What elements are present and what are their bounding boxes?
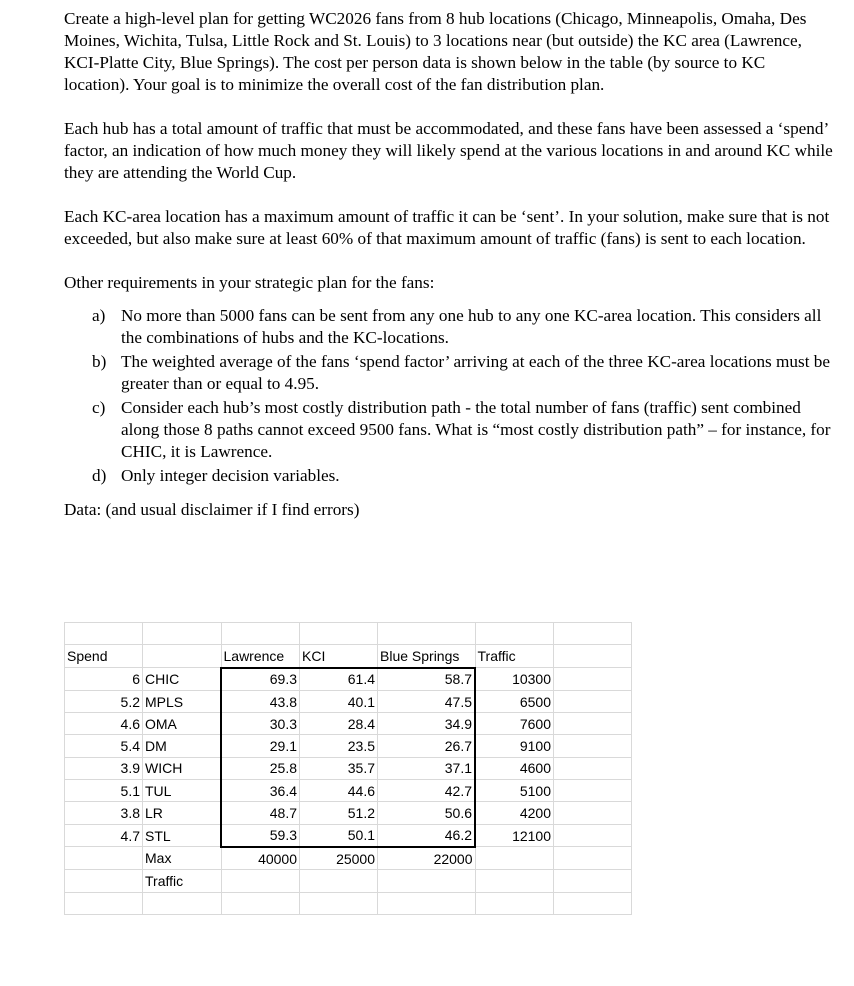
- cost-cell: 36.4: [221, 780, 300, 802]
- spend-value: 3.8: [65, 802, 143, 824]
- requirement-text: The weighted average of the fans ‘spend factor’ arriving at each of the three KC-area locations must be greater than or equal to 4.95.: [121, 352, 830, 393]
- spend-value: 3.9: [65, 757, 143, 779]
- max-value: 40000: [221, 847, 300, 870]
- table-cell: [554, 713, 632, 735]
- cost-cell: 30.3: [221, 713, 300, 735]
- cost-cell: 28.4: [300, 713, 378, 735]
- hub-name: LR: [143, 802, 222, 824]
- data-note: Data: (and usual disclaimer if I find errors): [64, 500, 360, 519]
- requirement-item: [64, 465, 834, 487]
- traffic-value: 4600: [475, 757, 554, 779]
- table-cell: [65, 870, 143, 892]
- document-body: [64, 8, 834, 543]
- table-cell: [554, 623, 632, 645]
- cost-cell: 48.7: [221, 802, 300, 824]
- table-row: [65, 668, 632, 691]
- table-cell: [554, 802, 632, 824]
- spend-header: Spend: [65, 645, 143, 668]
- list-marker: d): [92, 466, 107, 485]
- intro-paragraph: Create a high-level plan for getting WC2026 fans from 8 hub locations (Chicago, Minneapolis, Omaha, Des Moines, Wichita, Tulsa, Little Rock and St. Louis) to 3 locations near (but outside) the KC area (Lawrence, KCI-Platte City, Blue Springs). The cost per person data is shown below in the table (by source to KC location). Your goal is to minimize the overall cost of the fan distribution plan.: [64, 9, 807, 94]
- cost-cell: 43.8: [221, 690, 300, 712]
- table-cell: [221, 892, 300, 914]
- table-cell: [300, 870, 378, 892]
- spend-value: 6: [65, 668, 143, 691]
- spend-value: 5.1: [65, 780, 143, 802]
- requirements-list: [64, 305, 834, 487]
- table-cell: [554, 824, 632, 847]
- traffic-value: 5100: [475, 780, 554, 802]
- table-cell: [300, 892, 378, 914]
- traffic-value: 4200: [475, 802, 554, 824]
- column-header: Traffic: [475, 645, 554, 668]
- table-cell: [65, 623, 143, 645]
- table-cell: [143, 892, 222, 914]
- hub-name: CHIC: [143, 668, 222, 691]
- table-row: [65, 735, 632, 757]
- cost-cell: 69.3: [221, 668, 300, 691]
- spend-value: 5.2: [65, 690, 143, 712]
- table-cell: [221, 623, 300, 645]
- requirement-text: No more than 5000 fans can be sent from any one hub to any one KC-area location. This considers all the combinations of hubs and the KC-locations.: [121, 306, 822, 347]
- spend-value: 4.7: [65, 824, 143, 847]
- column-header: Blue Springs: [378, 645, 476, 668]
- table-row: [65, 645, 632, 668]
- table-cell: [65, 847, 143, 870]
- table-cell: [143, 645, 222, 668]
- table-row: [65, 824, 632, 847]
- cost-cell: 46.2: [378, 824, 476, 847]
- table-cell: [143, 623, 222, 645]
- cost-cell: 40.1: [300, 690, 378, 712]
- table-cell: [554, 757, 632, 779]
- hub-name: STL: [143, 824, 222, 847]
- hub-traffic-paragraph: Each hub has a total amount of traffic that must be accommodated, and these fans have been assessed a ‘spend’ factor, an indication of how much money they will likely spend at the various locations in and around KC while they are attending the World Cup.: [64, 119, 833, 182]
- requirement-text: Only integer decision variables.: [121, 466, 340, 485]
- hub-name: MPLS: [143, 690, 222, 712]
- requirement-item: [64, 397, 834, 463]
- hub-name: WICH: [143, 757, 222, 779]
- requirement-item: [64, 351, 834, 395]
- table-row: [65, 690, 632, 712]
- max-value: 25000: [300, 847, 378, 870]
- table-cell: [300, 623, 378, 645]
- max-value: 22000: [378, 847, 476, 870]
- table-cell: [554, 645, 632, 668]
- table-cell: [554, 847, 632, 870]
- cost-cell: 42.7: [378, 780, 476, 802]
- list-marker: a): [92, 306, 106, 325]
- table-row: [65, 802, 632, 824]
- cost-cell: 58.7: [378, 668, 476, 691]
- cost-cell: 59.3: [221, 824, 300, 847]
- cost-cell: 23.5: [300, 735, 378, 757]
- max-label: Max: [143, 847, 222, 870]
- cost-cell: 34.9: [378, 713, 476, 735]
- traffic-value: 7600: [475, 713, 554, 735]
- table-cell: [554, 780, 632, 802]
- traffic-value: 6500: [475, 690, 554, 712]
- table-cell: [378, 623, 476, 645]
- table-cell: [378, 870, 476, 892]
- table-cell: [554, 668, 632, 691]
- table-cell: [221, 870, 300, 892]
- table-row: [65, 780, 632, 802]
- table-cell: [554, 892, 632, 914]
- table-row: [65, 892, 632, 914]
- cost-cell: 61.4: [300, 668, 378, 691]
- cost-cell: 35.7: [300, 757, 378, 779]
- table-row: [65, 757, 632, 779]
- traffic-label: Traffic: [143, 870, 222, 892]
- column-header: KCI: [300, 645, 378, 668]
- hub-name: TUL: [143, 780, 222, 802]
- column-header: Lawrence: [221, 645, 300, 668]
- table-row: [65, 847, 632, 870]
- table-row: [65, 870, 632, 892]
- traffic-value: 9100: [475, 735, 554, 757]
- table-cell: [475, 892, 554, 914]
- cost-cell: 29.1: [221, 735, 300, 757]
- cost-cell: 26.7: [378, 735, 476, 757]
- cost-cell: 50.6: [378, 802, 476, 824]
- table-cell: [65, 892, 143, 914]
- list-marker: c): [92, 398, 106, 417]
- table-cell: [554, 870, 632, 892]
- cost-cell: 25.8: [221, 757, 300, 779]
- requirement-text: Consider each hub’s most costly distribution path - the total number of fans (traffic) sent combined along those 8 paths cannot exceed 9500 fans. What is “most costly distribution path” – for instance, for CHIC, it is Lawrence.: [121, 398, 831, 461]
- cost-cell: 47.5: [378, 690, 476, 712]
- cost-cell: 44.6: [300, 780, 378, 802]
- hub-name: DM: [143, 735, 222, 757]
- cost-cell: 50.1: [300, 824, 378, 847]
- spend-value: 4.6: [65, 713, 143, 735]
- other-requirements-heading: Other requirements in your strategic plan for the fans:: [64, 273, 435, 292]
- requirement-item: [64, 305, 834, 349]
- hub-name: OMA: [143, 713, 222, 735]
- table-cell: [475, 870, 554, 892]
- table-cell: [554, 735, 632, 757]
- table-row: [65, 713, 632, 735]
- spend-value: 5.4: [65, 735, 143, 757]
- traffic-value: 10300: [475, 668, 554, 691]
- table-row: [65, 623, 632, 645]
- table-cell: [475, 847, 554, 870]
- cost-cell: 37.1: [378, 757, 476, 779]
- table-cell: [475, 623, 554, 645]
- table-cell: [378, 892, 476, 914]
- cost-cell: 51.2: [300, 802, 378, 824]
- traffic-value: 12100: [475, 824, 554, 847]
- table-cell: [554, 690, 632, 712]
- list-marker: b): [92, 352, 107, 371]
- cost-table: [64, 622, 632, 915]
- location-max-paragraph: Each KC-area location has a maximum amount of traffic it can be ‘sent’. In your solution, make sure that is not exceeded, but also make sure at least 60% of that maximum amount of traffic (fans) is sent to each location.: [64, 207, 830, 248]
